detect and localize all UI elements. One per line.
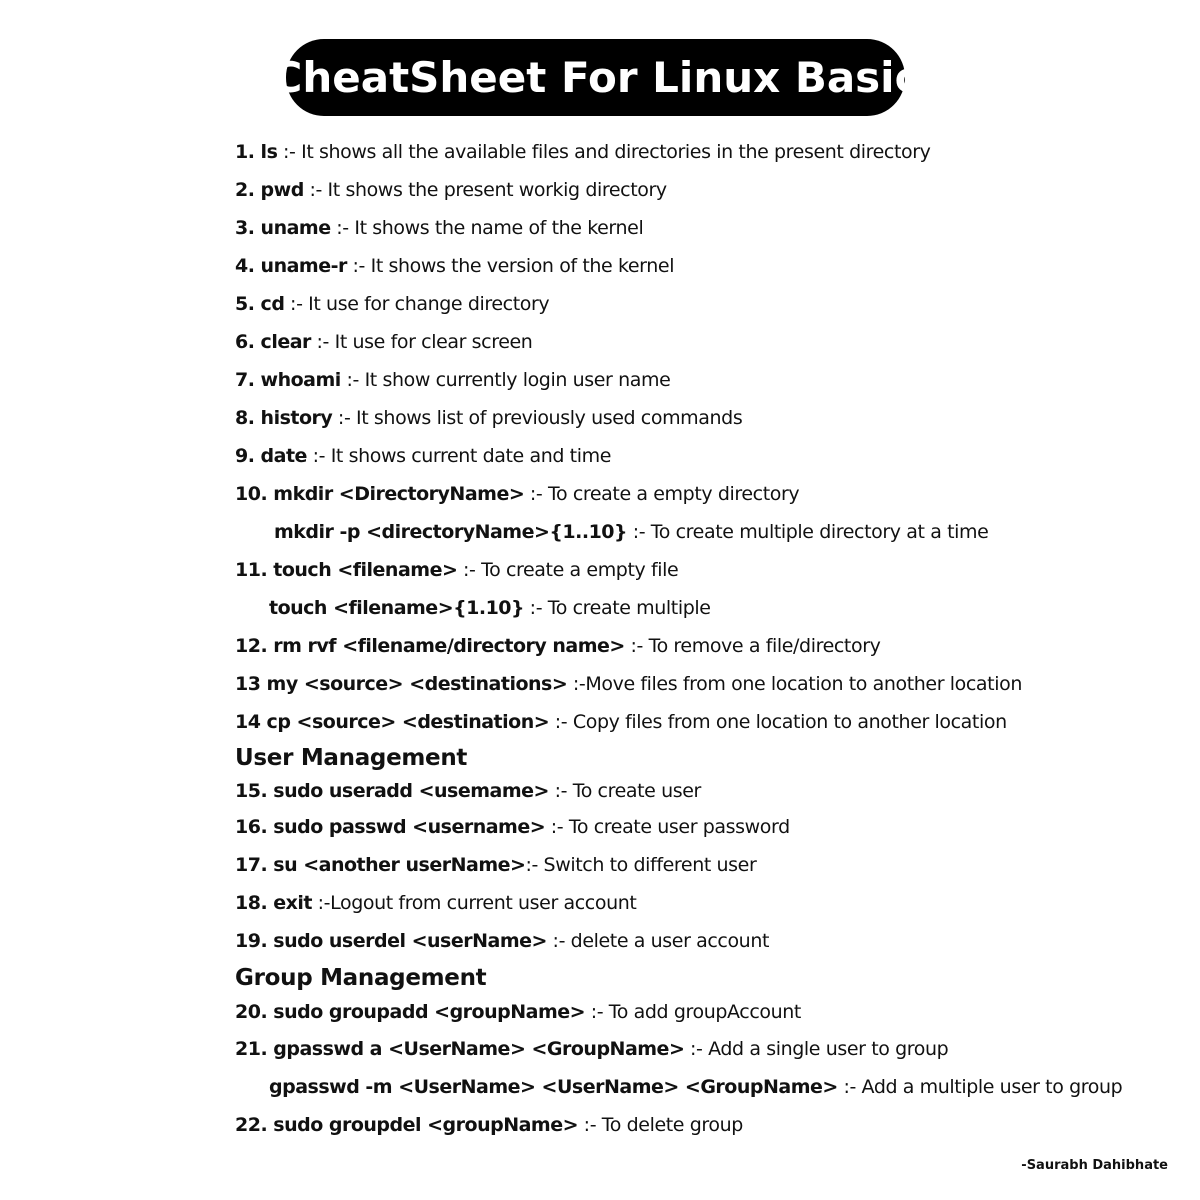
description: :- Copy files from one location to another location	[549, 711, 1007, 733]
cheat-line	[235, 634, 880, 658]
description: :- delete a user account	[546, 930, 770, 952]
author-signature: -Saurabh Dahibhate	[1021, 1158, 1168, 1173]
command: gpasswd -m <UserName> <UserName> <GroupName>	[269, 1076, 838, 1098]
description: :- To create multiple	[524, 597, 711, 619]
cheat-subline	[269, 596, 711, 620]
command: 8. history	[235, 407, 333, 429]
command: 21. gpasswd a <UserName> <GroupName>	[235, 1038, 685, 1060]
cheat-line	[235, 853, 756, 877]
command: 16. sudo passwd <username>	[235, 816, 546, 838]
cheat-line	[235, 1037, 948, 1061]
cheat-line	[235, 710, 1007, 734]
cheat-line	[235, 1000, 801, 1024]
cheat-line	[235, 815, 790, 839]
cheat-line	[235, 292, 549, 316]
command: 22. sudo groupdel <groupName>	[235, 1114, 579, 1136]
description: :- It shows list of previously used commands	[332, 407, 743, 429]
description: :- Add a multiple user to group	[837, 1076, 1123, 1098]
cheat-line	[235, 254, 674, 278]
command: 20. sudo groupadd <groupName>	[235, 1001, 586, 1023]
command: 18. exit	[235, 892, 313, 914]
command: 13 my <source> <destinations>	[235, 673, 568, 695]
command: 17. su <another userName>	[235, 854, 526, 876]
description: :- It shows all the available files and directories in the present directory	[277, 141, 931, 163]
command: 14 cp <source> <destination>	[235, 711, 550, 733]
section-heading-user-management: User Management	[235, 745, 468, 771]
description: :- To remove a file/directory	[624, 635, 881, 657]
command: 12. rm rvf <filename/directory name>	[235, 635, 625, 657]
description: :-Logout from current user account	[312, 892, 637, 914]
cheat-line	[235, 140, 930, 164]
cheat-subline	[274, 520, 988, 544]
cheat-subline	[269, 1075, 1122, 1099]
command: 1. ls	[235, 141, 278, 163]
cheat-line	[235, 178, 667, 202]
cheat-line	[235, 672, 1022, 696]
command: 11. touch <filename>	[235, 559, 458, 581]
cheat-line	[235, 891, 636, 915]
page-title: CheatSheet For Linux Basic	[271, 53, 920, 102]
description: :- To create user	[548, 780, 701, 802]
cheat-line	[235, 558, 678, 582]
command: 6. clear	[235, 331, 311, 353]
description: :- To create multiple directory at a time	[627, 521, 989, 543]
command: 7. whoami	[235, 369, 341, 391]
cheat-line	[235, 216, 643, 240]
cheat-line	[235, 482, 799, 506]
cheat-line	[235, 444, 611, 468]
command: 2. pwd	[235, 179, 304, 201]
command: 3. uname	[235, 217, 331, 239]
cheat-line	[235, 406, 742, 430]
cheat-line	[235, 1113, 743, 1137]
description: :- It shows the version of the kernel	[346, 255, 675, 277]
description: :- To create a empty directory	[524, 483, 800, 505]
command: 10. mkdir <DirectoryName>	[235, 483, 525, 505]
description: :- It show currently login user name	[340, 369, 671, 391]
description: :- Switch to different user	[525, 854, 757, 876]
description: :- To add groupAccount	[585, 1001, 801, 1023]
command: 15. sudo useradd <usemame>	[235, 780, 549, 802]
description: :- It use for clear screen	[310, 331, 533, 353]
description: :- It shows current date and time	[306, 445, 612, 467]
description: :- To delete group	[578, 1114, 743, 1136]
description: :- Add a single user to group	[684, 1038, 949, 1060]
description: :- It shows the name of the kernel	[330, 217, 644, 239]
cheat-line	[235, 368, 670, 392]
command: 19. sudo userdel <userName>	[235, 930, 547, 952]
description: :- To create user password	[545, 816, 790, 838]
command: touch <filename>{1.10}	[269, 597, 525, 619]
command: mkdir -p <directoryName>{1..10}	[274, 521, 628, 543]
command: 4. uname-r	[235, 255, 347, 277]
command: 9. date	[235, 445, 307, 467]
cheat-line	[235, 929, 769, 953]
description: :- To create a empty file	[457, 559, 679, 581]
title-banner	[271, 39, 920, 116]
description: :- It use for change directory	[284, 293, 550, 315]
section-heading-group-management: Group Management	[235, 965, 487, 991]
cheat-line	[235, 779, 701, 803]
description: :- It shows the present workig directory	[303, 179, 667, 201]
command: 5. cd	[235, 293, 285, 315]
cheat-line	[235, 330, 532, 354]
description: :-Move files from one location to another location	[567, 673, 1022, 695]
